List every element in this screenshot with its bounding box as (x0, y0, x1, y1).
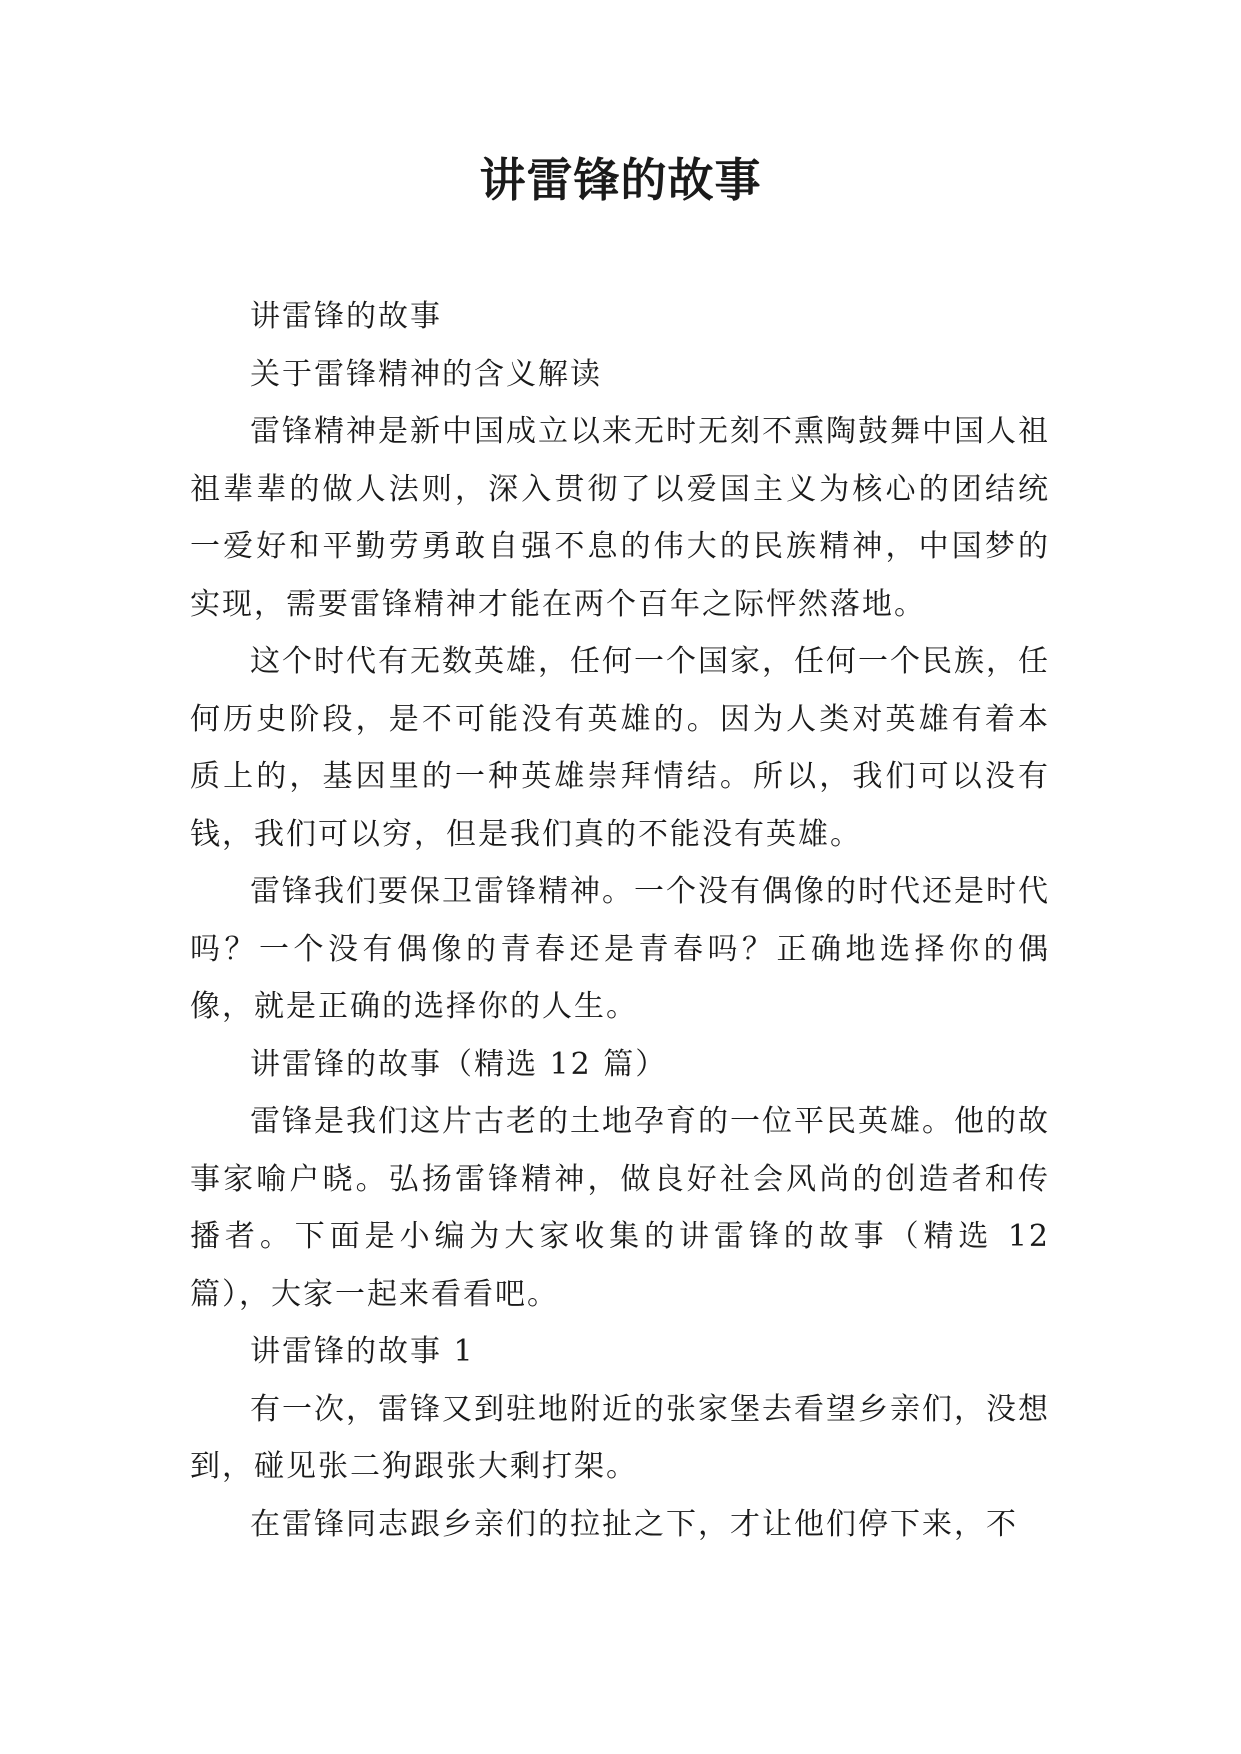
paragraph-story-1-b: 在雷锋同志跟乡亲们的拉扯之下，才让他们停下来，不 (250, 1506, 1018, 1542)
paragraph-heading-selection: 讲雷锋的故事（精选 12 篇） (250, 1046, 668, 1082)
paragraph-idol: 雷锋我们要保卫雷锋精神。一个没有偶像的时代还是时代吗？一个没有偶像的青春还是青春吗？正确地选择你的偶像，就是正确的选择你的人生。 (190, 874, 1050, 1024)
paragraph-heroes: 这个时代有无数英雄，任何一个国家，任何一个民族，任何历史阶段，是不可能没有英雄的。因为人类对英雄有着本质上的，基因里的一种英雄崇拜情结。所以，我们可以没有钱，我们可以穷，但是我们真的不能没有英雄。 (190, 644, 1050, 852)
page-title: 讲雷锋的故事 (479, 153, 762, 207)
paragraph-heading-story: 讲雷锋的故事 (250, 299, 442, 334)
paragraph-story-1-a: 有一次，雷锋又到驻地附近的张家堡去看望乡亲们，没想到，碰见张二狗跟张大剩打架。 (190, 1391, 1050, 1484)
paragraph-spirit: 雷锋精神是新中国成立以来无时无刻不熏陶鼓舞中国人祖祖辈辈的做人法则，深入贯彻了以爱国主义为核心的团结统一爱好和平勤劳勇敢自强不息的伟大的民族精神，中国梦的实现，需要雷锋精神才能在两个百年之际怦然落地。 (190, 414, 1050, 622)
paragraph-intro: 雷锋是我们这片古老的土地孕育的一位平民英雄。他的故事家喻户晓。弘扬雷锋精神，做良好社会风尚的创造者和传播者。下面是小编为大家收集的讲雷锋的故事（精选 12 篇），大家一起来看看吧。 (190, 1104, 1050, 1312)
paragraph-heading-story-1: 讲雷锋的故事 1 (250, 1334, 475, 1369)
document-body (190, 288, 1050, 1553)
paragraph-heading-meaning: 关于雷锋精神的含义解读 (250, 356, 602, 392)
